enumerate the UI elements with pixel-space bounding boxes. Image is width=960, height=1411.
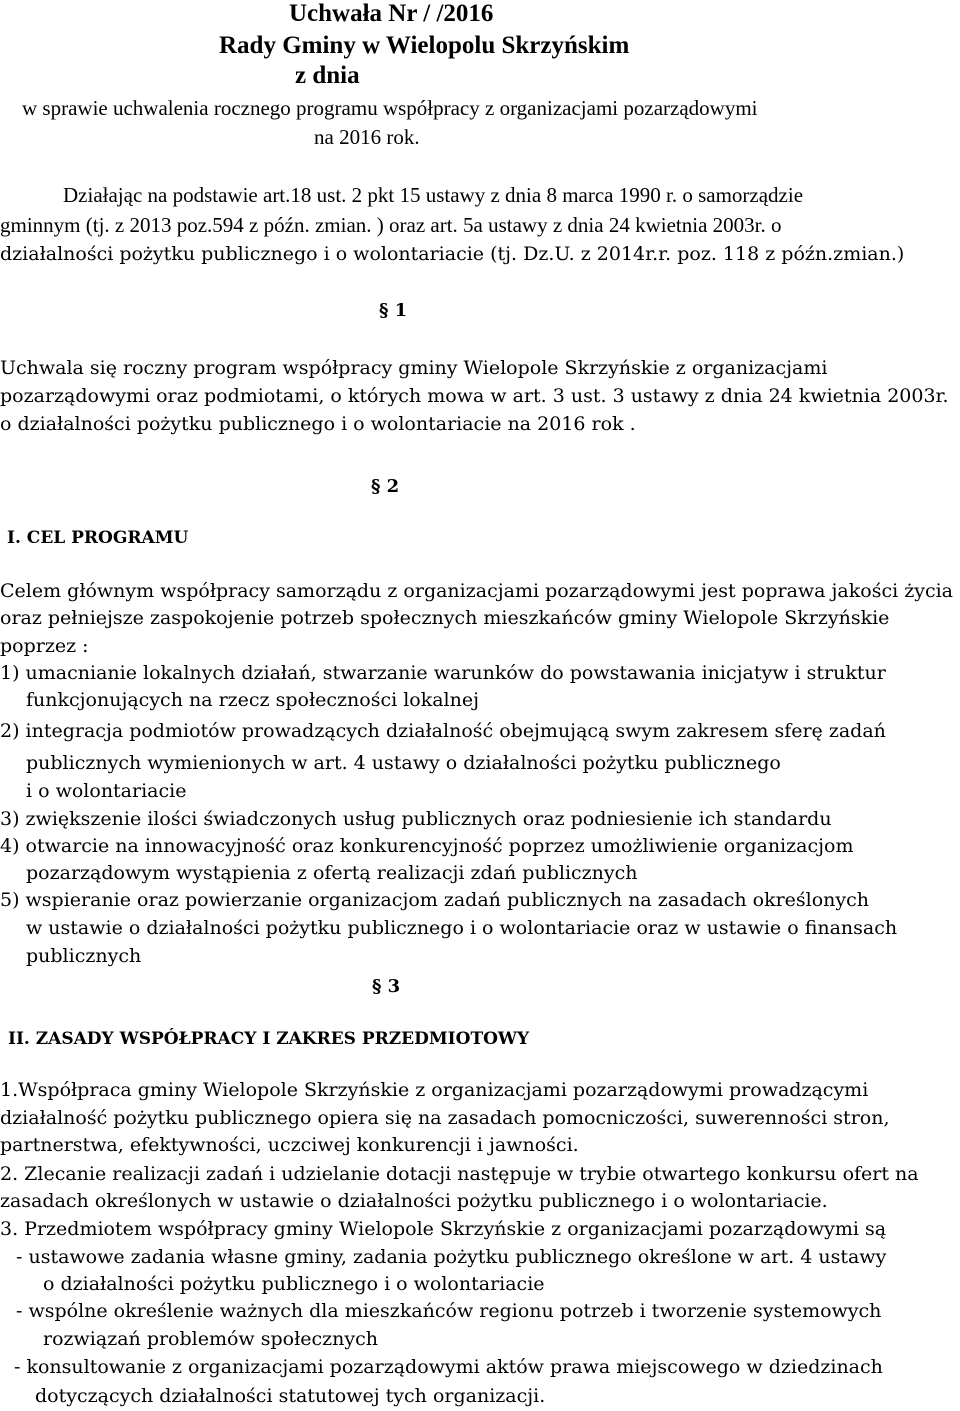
principle-2-line-1: 2. Zlecanie realizacji zadań i udzielanie dotacji następuje w trybie otwartego konkursu ofert na [0, 1163, 919, 1185]
principle-1-line-3: partnerstwa, efektywności, uczciwej konkurencji i jawności. [0, 1134, 579, 1156]
section1-line-3: o działalności pożytku publicznego i o wolontariacie na 2016 rok . [0, 413, 636, 435]
preamble-line-2: gminnym (tj. z 2013 poz.594 z późn. zmian. ) oraz art. 5a ustawy z dnia 24 kwietnia 2003r. o [0, 213, 782, 237]
goal-item-5-line-2: w ustawie o działalności pożytku publicznego i o wolontariacie oraz w ustawie o finansach [26, 917, 898, 939]
scope-item-3-line-1: - konsultowanie z organizacjami pozarządowymi aktów prawa miejscowego w dziedzinach [14, 1356, 883, 1378]
scope-item-1-line-2: o działalności pożytku publicznego i o wolontariacie [43, 1273, 545, 1295]
title-line-3: z dnia [295, 62, 360, 89]
paragraph-marker-1: § 1 [379, 300, 408, 321]
goal-item-2-line-2: publicznych wymienionych w art. 4 ustawy o działalności pożytku publicznego [26, 752, 781, 774]
scope-item-1-line-1: - ustawowe zadania własne gminy, zadania pożytku publicznego określone w art. 4 ustawy [16, 1246, 887, 1268]
goal-item-4-line-2: pozarządowym wystąpienia z ofertą realizacji zdań publicznych [26, 862, 638, 884]
section1-line-1: Uchwala się roczny program współpracy gminy Wielopole Skrzyńskie z organizacjami [0, 357, 828, 379]
section2-intro-2: oraz pełniejsze zaspokojenie potrzeb społecznych mieszkańców gminy Wielopole Skrzyńskie [0, 607, 890, 629]
title-line-1: Uchwała Nr / /2016 [289, 0, 494, 27]
paragraph-marker-2: § 2 [371, 476, 400, 497]
preamble-line-1: Działając na podstawie art.18 ust. 2 pkt 15 ustawy z dnia 8 marca 1990 r. o samorządzie [63, 183, 804, 207]
goal-item-1-line-2: funkcjonujących na rzecz społeczności lokalnej [26, 689, 480, 711]
principle-1-line-2: działalność pożytku publicznego opiera się na zasadach pomocniczości, suwerenności stron, [0, 1107, 890, 1129]
goal-item-5-line-1: 5) wspieranie oraz powierzanie organizacjom zadań publicznych na zasadach określonych [0, 889, 870, 911]
scope-item-2-line-2: rozwiązań problemów społecznych [43, 1328, 378, 1350]
goal-item-1-line-1: 1) umacnianie lokalnych działań, stwarzanie warunków do powstawania inicjatyw i struktur [0, 662, 886, 684]
goal-item-2-line-3: i o wolontariacie [26, 780, 187, 802]
section2-intro-3: poprzez : [0, 635, 89, 657]
section2-intro-1: Celem głównym współpracy samorządu z organizacjami pozarządowymi jest poprawa jakości życia [0, 580, 953, 602]
preamble-line-3: działalności pożytku publicznego i o wolontariacie (tj. Dz.U. z 2014r.r. poz. 118 z późn.zmian.) [0, 243, 905, 265]
section2-heading: I. CEL PROGRAMU [7, 528, 189, 548]
goal-item-3: 3) zwiększenie ilości świadczonych usług publicznych oraz podniesienie ich standardu [0, 808, 832, 830]
principle-2-line-2: zasadach określonych w ustawie o działalności pożytku publicznego i o wolontariacie. [0, 1190, 828, 1212]
paragraph-marker-3: § 3 [372, 976, 401, 997]
goal-item-5-line-3: publicznych [26, 945, 142, 967]
scope-item-3-line-2: dotyczących działalności statutowej tych organizacji. [35, 1385, 546, 1407]
principle-3: 3. Przedmiotem współpracy gminy Wielopole Skrzyńskie z organizacjami pozarządowymi są [0, 1218, 887, 1240]
subject-line-2: na 2016 rok. [314, 125, 420, 149]
goal-item-2-line-1: 2) integracja podmiotów prowadzących działalność obejmującą swym zakresem sferę zadań [0, 720, 886, 742]
section1-line-2: pozarządowymi oraz podmiotami, o których mowa w art. 3 ust. 3 ustawy z dnia 24 kwietnia 2003r. [0, 385, 949, 407]
principle-1-line-1: 1.Współpraca gminy Wielopole Skrzyńskie z organizacjami pozarządowymi prowadzącymi [0, 1079, 869, 1101]
title-line-2: Rady Gminy w Wielopolu Skrzyńskim [219, 32, 630, 59]
section3-heading: II. ZASADY WSPÓŁPRACY I ZAKRES PRZEDMIOTOWY [8, 1029, 530, 1049]
subject-line-1: w sprawie uchwalenia rocznego programu współpracy z organizacjami pozarządowymi [22, 96, 758, 120]
goal-item-4-line-1: 4) otwarcie na innowacyjność oraz konkurencyjność poprzez umożliwienie organizacjom [0, 835, 854, 857]
scope-item-2-line-1: - wspólne określenie ważnych dla mieszkańców regionu potrzeb i tworzenie systemowych [16, 1300, 882, 1322]
